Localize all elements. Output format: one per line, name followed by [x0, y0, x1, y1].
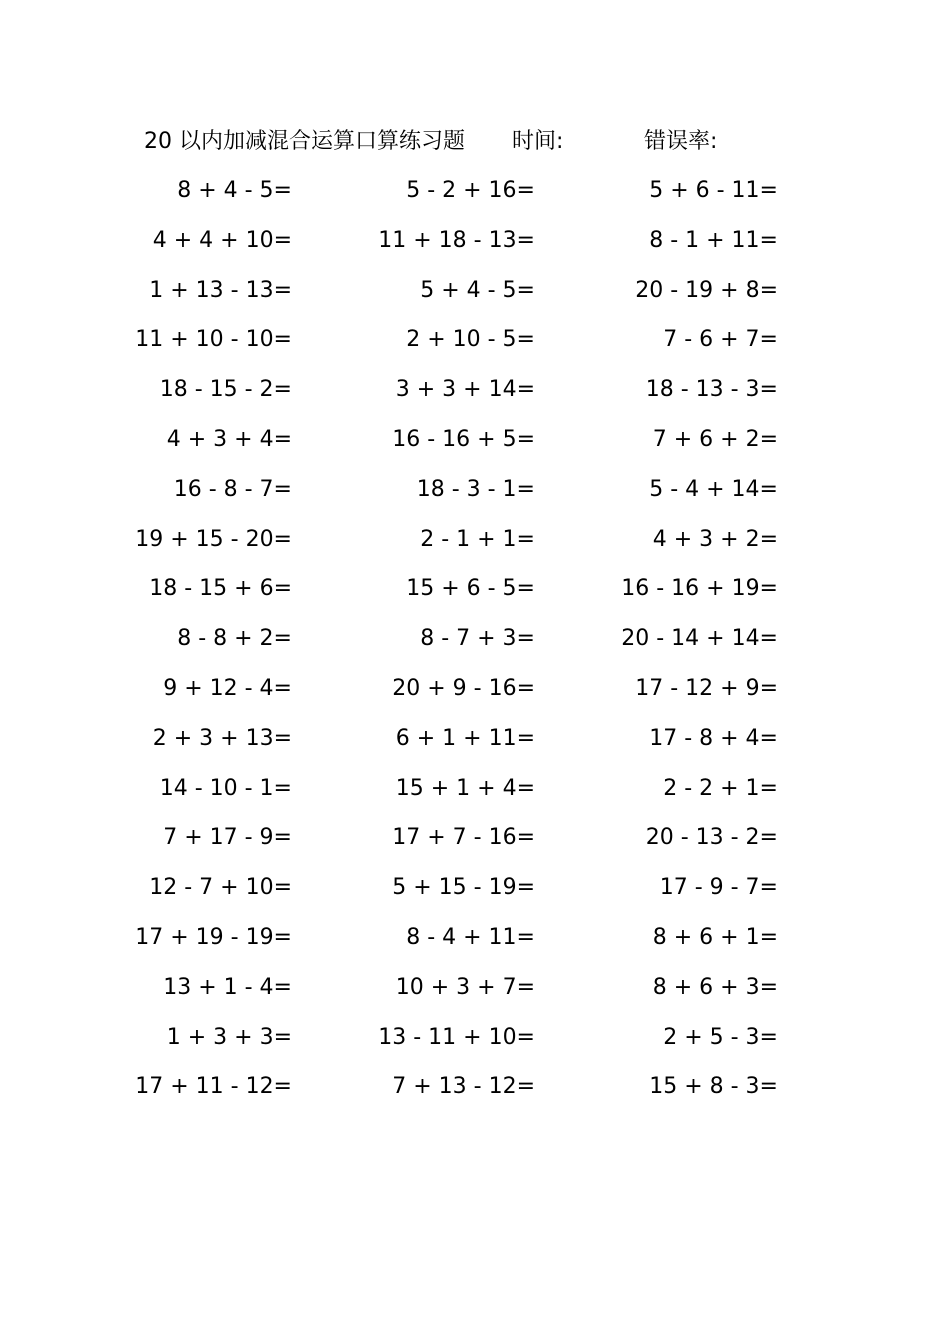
math-problem: 1 + 13 - 13=: [149, 277, 292, 303]
math-problem: 15 + 1 + 4=: [395, 775, 535, 801]
problem-row: [0, 872, 950, 922]
math-problem: 8 - 1 + 11=: [649, 227, 778, 253]
math-problem: 12 - 7 + 10=: [149, 875, 292, 901]
math-problem: 18 - 15 - 2=: [159, 377, 292, 403]
worksheet-title: 20 以内加减混合运算口算练习题: [144, 129, 465, 154]
problem-row: [0, 424, 950, 474]
math-problem: 4 + 3 + 4=: [166, 426, 292, 452]
math-problem: 4 + 4 + 10=: [152, 227, 292, 253]
math-problem: 2 - 1 + 1=: [420, 526, 535, 552]
problem-row: [0, 524, 950, 574]
math-problem: 19 + 15 - 20=: [135, 526, 292, 552]
math-problem: 5 + 6 - 11=: [649, 178, 778, 203]
problem-row: [0, 822, 950, 872]
math-problem: 20 + 9 - 16=: [392, 675, 535, 701]
problem-row: [0, 573, 950, 623]
math-problem: 15 + 6 - 5=: [406, 576, 535, 602]
problem-row: [0, 275, 950, 325]
math-problem: 9 + 12 - 4=: [163, 675, 292, 701]
math-problem: 10 + 3 + 7=: [395, 974, 535, 1000]
math-problem: 18 - 13 - 3=: [645, 377, 778, 403]
problem-row: [0, 225, 950, 275]
problem-row: [0, 673, 950, 723]
math-problem: 8 - 7 + 3=: [420, 626, 535, 652]
math-problem: 7 + 6 + 2=: [652, 426, 778, 452]
problem-row: [0, 773, 950, 823]
math-problem: 17 + 19 - 19=: [135, 924, 292, 950]
math-problem: 18 - 15 + 6=: [149, 576, 292, 602]
problem-row: [0, 175, 950, 225]
math-problem: 1 + 3 + 3=: [166, 1024, 292, 1050]
math-problem: 5 - 4 + 14=: [649, 476, 778, 502]
math-problem: 7 - 6 + 7=: [663, 327, 778, 353]
problem-row: [0, 1022, 950, 1072]
problem-row: [0, 723, 950, 773]
error-rate-label: 错误率:: [644, 129, 718, 154]
math-problem: 8 - 4 + 11=: [406, 924, 535, 950]
math-problem: 20 - 13 - 2=: [645, 825, 778, 851]
math-problem: 6 + 1 + 11=: [395, 725, 535, 751]
math-problem: 14 - 10 - 1=: [159, 775, 292, 801]
math-problem: 7 + 17 - 9=: [163, 825, 292, 851]
math-problem: 2 - 2 + 1=: [663, 775, 778, 801]
problem-grid: [0, 175, 950, 1121]
problem-row: [0, 1071, 950, 1121]
math-problem: 5 + 15 - 19=: [392, 875, 535, 901]
math-problem: 16 - 16 + 19=: [621, 576, 778, 602]
math-problem: 4 + 3 + 2=: [652, 526, 778, 552]
time-label: 时间:: [512, 129, 564, 154]
problem-row: [0, 474, 950, 524]
worksheet-header: [144, 126, 784, 158]
math-problem: 13 + 1 - 4=: [163, 974, 292, 1000]
math-problem: 3 + 3 + 14=: [395, 377, 535, 403]
math-problem: 16 - 8 - 7=: [173, 476, 292, 502]
math-problem: 8 + 6 + 1=: [652, 924, 778, 950]
math-problem: 13 - 11 + 10=: [378, 1024, 535, 1050]
math-problem: 8 + 4 - 5=: [177, 178, 292, 203]
math-problem: 2 + 5 - 3=: [663, 1024, 778, 1050]
problem-row: [0, 374, 950, 424]
math-problem: 8 + 6 + 3=: [652, 974, 778, 1000]
math-problem: 17 + 7 - 16=: [392, 825, 535, 851]
math-problem: 15 + 8 - 3=: [649, 1074, 778, 1100]
math-problem: 16 - 16 + 5=: [392, 426, 535, 452]
math-problem: 20 - 14 + 14=: [621, 626, 778, 652]
math-problem: 7 + 13 - 12=: [392, 1074, 535, 1100]
problem-row: [0, 623, 950, 673]
problem-row: [0, 972, 950, 1022]
problem-row: [0, 324, 950, 374]
math-problem: 5 - 2 + 16=: [406, 178, 535, 203]
math-problem: 20 - 19 + 8=: [635, 277, 778, 303]
math-problem: 2 + 10 - 5=: [406, 327, 535, 353]
math-problem: 18 - 3 - 1=: [416, 476, 535, 502]
math-problem: 11 + 10 - 10=: [135, 327, 292, 353]
math-problem: 2 + 3 + 13=: [152, 725, 292, 751]
math-problem: 5 + 4 - 5=: [420, 277, 535, 303]
math-problem: 17 - 8 + 4=: [649, 725, 778, 751]
problem-row: [0, 922, 950, 972]
math-problem: 8 - 8 + 2=: [177, 626, 292, 652]
math-problem: 17 - 12 + 9=: [635, 675, 778, 701]
math-problem: 17 + 11 - 12=: [135, 1074, 292, 1100]
math-problem: 11 + 18 - 13=: [378, 227, 535, 253]
math-problem: 17 - 9 - 7=: [659, 875, 778, 901]
